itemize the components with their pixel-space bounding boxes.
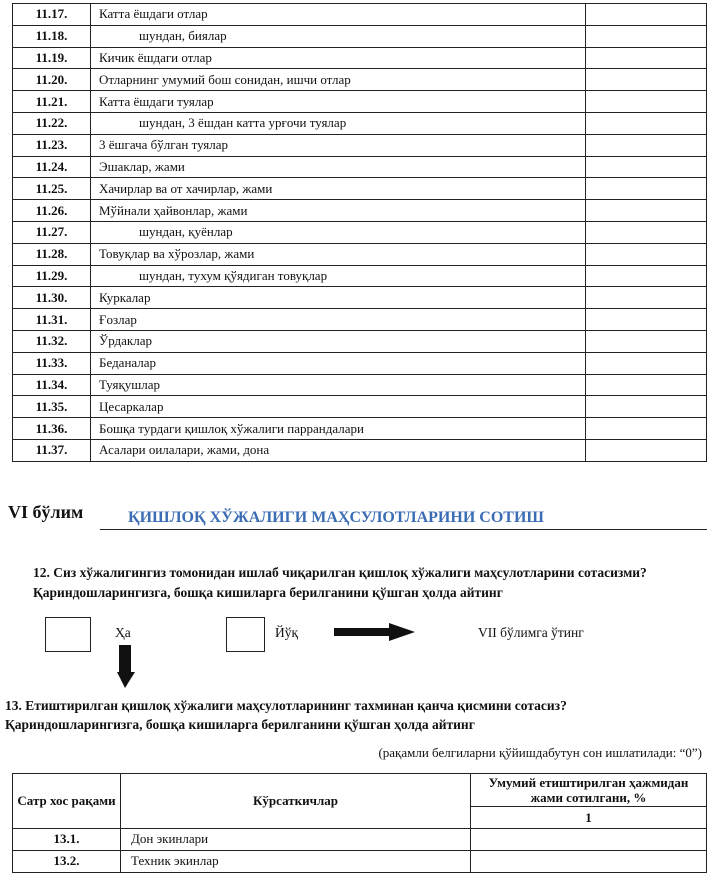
row-label: Асалари оилалари, жами, дона bbox=[91, 439, 586, 461]
row-number: 11.23. bbox=[13, 134, 91, 156]
row-label: Товуқлар ва хўрозлар, жами bbox=[91, 243, 586, 265]
row-number: 11.28. bbox=[13, 243, 91, 265]
table-row bbox=[13, 418, 707, 440]
row-number: 11.17. bbox=[13, 4, 91, 26]
row-label: шундан, қуёнлар bbox=[91, 221, 586, 243]
value-cell[interactable] bbox=[586, 439, 707, 461]
table-row bbox=[13, 200, 707, 222]
table-row bbox=[13, 287, 707, 309]
value-cell[interactable] bbox=[586, 287, 707, 309]
row-number: 11.29. bbox=[13, 265, 91, 287]
value-cell[interactable] bbox=[586, 69, 707, 91]
row-number: 11.26. bbox=[13, 200, 91, 222]
row-number: 11.31. bbox=[13, 309, 91, 331]
row-number: 11.24. bbox=[13, 156, 91, 178]
table-row bbox=[13, 309, 707, 331]
q13-note: (рақамли белгиларни қўйишдабутун сон ишлатилади: “0”) bbox=[378, 745, 702, 760]
table-row bbox=[13, 396, 707, 418]
q12-subtext: Қариндошларингизга, бошқа кишиларга берилганини қўшган ҳолда айтинг bbox=[33, 585, 503, 600]
arrow-down-icon bbox=[116, 645, 136, 689]
sales-table bbox=[12, 773, 707, 873]
section-divider bbox=[100, 529, 707, 530]
table-row bbox=[13, 112, 707, 134]
row-number: 11.30. bbox=[13, 287, 91, 309]
section-number: VI бўлим bbox=[8, 502, 84, 522]
row-label: Куркалар bbox=[91, 287, 586, 309]
row-number: 11.35. bbox=[13, 396, 91, 418]
row-number: 11.20. bbox=[13, 69, 91, 91]
row-number: 11.22. bbox=[13, 112, 91, 134]
row-number: 11.37. bbox=[13, 439, 91, 461]
value-cell[interactable] bbox=[586, 330, 707, 352]
row-label: Катта ёшдаги туялар bbox=[91, 91, 586, 113]
value-cell[interactable] bbox=[586, 91, 707, 113]
arrow-right-icon bbox=[334, 622, 416, 642]
table-row bbox=[13, 829, 707, 851]
q13-subtext: Қариндошларингизга, бошқа кишиларга берилганини қўшган ҳолда айтинг bbox=[5, 717, 475, 732]
row-label: Техник экинлар bbox=[121, 850, 471, 872]
row-label: Ғозлар bbox=[91, 309, 586, 331]
value-cell[interactable] bbox=[471, 829, 707, 851]
value-cell[interactable] bbox=[586, 374, 707, 396]
row-number: 11.36. bbox=[13, 418, 91, 440]
row-number: 11.33. bbox=[13, 352, 91, 374]
value-cell[interactable] bbox=[586, 112, 707, 134]
row-number: 11.25. bbox=[13, 178, 91, 200]
table-row bbox=[13, 91, 707, 113]
value-cell[interactable] bbox=[586, 418, 707, 440]
row-number: 13.2. bbox=[13, 850, 121, 872]
row-label: Бошқа турдаги қишлоқ хўжалиги паррандалари bbox=[91, 418, 586, 440]
row-number: 13.1. bbox=[13, 829, 121, 851]
col-header-value: Умумий етиштирилган ҳажмидан жами сотилгани, % bbox=[471, 774, 707, 807]
skip-instruction: VII бўлимга ўтинг bbox=[478, 625, 584, 640]
section-title: ҚИШЛОҚ ХЎЖАЛИГИ МАҲСУЛОТЛАРИНИ СОТИШ bbox=[128, 509, 544, 526]
table-row bbox=[13, 134, 707, 156]
no-label: Йўқ bbox=[275, 625, 299, 640]
q13-text: 13. Етиштирилган қишлоқ хўжалиги маҳсулотларининг тахминан қанча қисмини сотасиз? bbox=[5, 698, 567, 713]
row-number: 11.32. bbox=[13, 330, 91, 352]
livestock-table bbox=[12, 3, 707, 462]
value-cell[interactable] bbox=[586, 243, 707, 265]
value-cell[interactable] bbox=[586, 134, 707, 156]
table-row bbox=[13, 439, 707, 461]
value-cell[interactable] bbox=[586, 309, 707, 331]
col-header-label: Кўрсаткичлар bbox=[121, 774, 471, 829]
row-label: Кичик ёшдаги отлар bbox=[91, 47, 586, 69]
table-row bbox=[13, 374, 707, 396]
row-number: 11.34. bbox=[13, 374, 91, 396]
table-row bbox=[13, 850, 707, 872]
value-cell[interactable] bbox=[586, 352, 707, 374]
row-label: 3 ёшгача бўлган туялар bbox=[91, 134, 586, 156]
row-label: Дон экинлари bbox=[121, 829, 471, 851]
table-row bbox=[13, 330, 707, 352]
row-label: шундан, 3 ёшдан катта урғочи туялар bbox=[91, 112, 586, 134]
table-row bbox=[13, 178, 707, 200]
row-label: Отларнинг умумий бош сонидан, ишчи отлар bbox=[91, 69, 586, 91]
yes-checkbox[interactable] bbox=[45, 617, 91, 652]
table-row bbox=[13, 221, 707, 243]
row-label: Мўйнали ҳайвонлар, жами bbox=[91, 200, 586, 222]
row-label: Туяқушлар bbox=[91, 374, 586, 396]
table-row bbox=[13, 243, 707, 265]
row-label: Катта ёшдаги отлар bbox=[91, 4, 586, 26]
col-header-index: 1 bbox=[471, 807, 707, 829]
value-cell[interactable] bbox=[471, 850, 707, 872]
row-number: 11.21. bbox=[13, 91, 91, 113]
row-label: Хачирлар ва от хачирлар, жами bbox=[91, 178, 586, 200]
value-cell[interactable] bbox=[586, 47, 707, 69]
row-label: Цесаркалар bbox=[91, 396, 586, 418]
table-row bbox=[13, 156, 707, 178]
row-number: 11.18. bbox=[13, 25, 91, 47]
value-cell[interactable] bbox=[586, 200, 707, 222]
col-header-num: Сатр хос рақами bbox=[13, 774, 121, 829]
row-label: Эшаклар, жами bbox=[91, 156, 586, 178]
row-label: шундан, биялар bbox=[91, 25, 586, 47]
value-cell[interactable] bbox=[586, 4, 707, 26]
row-label: шундан, тухум қўядиган товуқлар bbox=[91, 265, 586, 287]
q12-text: 12. Сиз хўжалигингиз томонидан ишлаб чиқарилган қишлоқ хўжалиги маҳсулотларини сотасизми? bbox=[33, 565, 647, 580]
table-row bbox=[13, 69, 707, 91]
value-cell[interactable] bbox=[586, 25, 707, 47]
yes-label: Ҳа bbox=[115, 625, 131, 640]
table-row bbox=[13, 47, 707, 69]
table-row bbox=[13, 4, 707, 26]
value-cell[interactable] bbox=[586, 178, 707, 200]
value-cell[interactable] bbox=[586, 265, 707, 287]
row-number: 11.27. bbox=[13, 221, 91, 243]
no-checkbox[interactable] bbox=[226, 617, 265, 652]
table-row bbox=[13, 25, 707, 47]
value-cell[interactable] bbox=[586, 221, 707, 243]
value-cell[interactable] bbox=[586, 396, 707, 418]
table-row bbox=[13, 352, 707, 374]
row-label: Ўрдаклар bbox=[91, 330, 586, 352]
table-row bbox=[13, 265, 707, 287]
value-cell[interactable] bbox=[586, 156, 707, 178]
row-label: Беданалар bbox=[91, 352, 586, 374]
row-number: 11.19. bbox=[13, 47, 91, 69]
